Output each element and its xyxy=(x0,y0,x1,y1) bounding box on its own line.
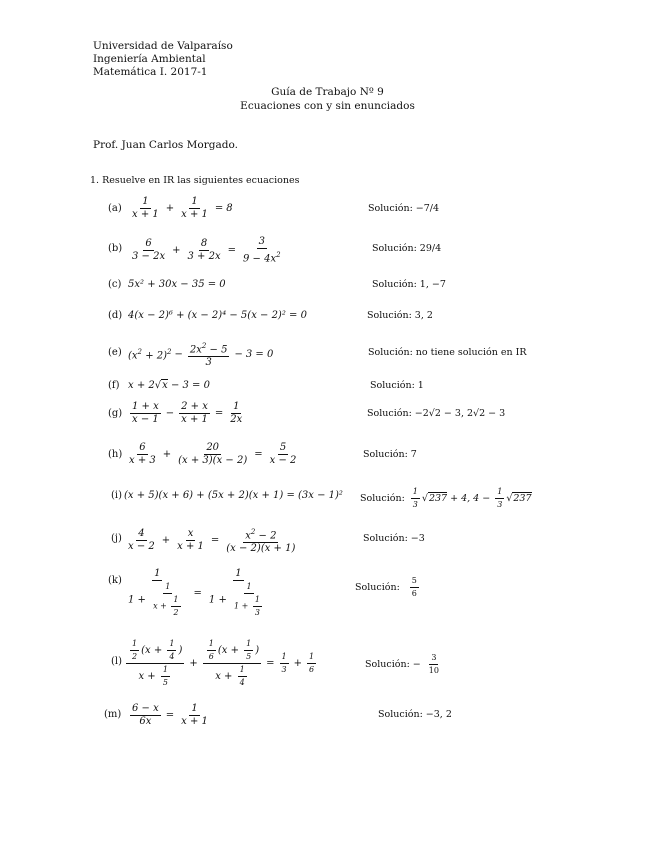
problem-label: (d) xyxy=(108,310,123,321)
equation: $\frac{6}{3 - 2x}$ + $\frac{8}{3 + 2x}$ = $\frac{3}{9 - 4x^2}$ xyxy=(132,236,281,265)
problem-label: (f) xyxy=(108,380,120,391)
problem-label: (b) xyxy=(108,243,123,254)
document-title xyxy=(0,85,655,113)
equation: (x + 5)(x + 6) + (5x + 2)(x + 1) = (3x − 1)² xyxy=(124,490,343,501)
solution: Solución: 7 xyxy=(363,449,417,460)
equation: $(x^2 + 2)^2$ − $\frac{2x^2 - 5}{3}$ − 3 = 0 xyxy=(128,342,274,369)
solution-label: Solución: xyxy=(360,493,405,504)
solution-value: $\frac{1}{3}$ √237 + 4, 4 − $\frac{1}{3}$ √237 xyxy=(412,487,532,509)
solution-value: $\frac{5}{6}$ xyxy=(411,576,417,598)
solution: Solución: −7/4 xyxy=(368,203,440,214)
problem-label: (a) xyxy=(108,203,122,214)
program-line: Ingeniería Ambiental xyxy=(93,53,206,65)
solution xyxy=(355,575,421,600)
solution-label: Solución: − xyxy=(365,659,421,670)
solution xyxy=(365,652,443,677)
problem-label: (l) xyxy=(111,656,123,667)
solution: Solución: no tiene solución en IR xyxy=(368,347,527,358)
equation: $\frac{1}{x + 1}$ + $\frac{1}{x + 1}$ = 8 xyxy=(132,196,233,220)
solution-value: $\frac{3}{10}$ xyxy=(428,653,439,675)
solution: Solución: 3, 2 xyxy=(367,310,433,321)
equation: $\frac{1}{2}$ (x + $\frac{1}{4}$ ) x + $\frac{1}{5}$ + $\frac{1}{6}$ (x + $\frac{1}{5}$ ) x + $\frac{1}{4}$ = $\frac{1}{3}$ + $\frac{1}{6}$ xyxy=(124,638,318,689)
solution xyxy=(360,486,532,511)
course-line: Matemática I. 2017-1 xyxy=(93,66,208,78)
equation: 4(x − 2)⁶ + (x − 2)⁴ − 5(x − 2)² = 0 xyxy=(128,310,307,321)
title-line-1: Guía de Trabajo Nº 9 xyxy=(271,86,384,98)
solution: Solución: 1, −7 xyxy=(372,279,446,290)
equation: 5x² + 30x − 35 = 0 xyxy=(128,279,226,290)
equation: $\frac{6}{x + 3}$ + $\frac{20}{(x + 3)(x - 2)}$ = $\frac{5}{x - 2}$ xyxy=(129,442,297,466)
problem-label: (k) xyxy=(108,575,122,586)
problem-label: (h) xyxy=(108,449,123,460)
equation: $\frac{6 - x}{6x}$ = $\frac{1}{x + 1}$ xyxy=(132,703,208,727)
professor-line: Prof. Juan Carlos Morgado. xyxy=(93,139,238,151)
title-line-2: Ecuaciones con y sin enunciados xyxy=(240,100,415,112)
solution: Solución: 29/4 xyxy=(372,243,442,254)
solution: Solución: −2√2 − 3, 2√2 − 3 xyxy=(367,408,506,419)
problem-label: (i) xyxy=(111,490,123,501)
solution: Solución: −3 xyxy=(363,533,425,544)
equation: x + 2√x − 3 = 0 xyxy=(128,380,210,391)
university-line: Universidad de Valparaíso xyxy=(93,40,233,52)
equation: $\frac{1 + x}{x - 1}$ − $\frac{2 + x}{x + 1}$ = $\frac{1}{2x}$ xyxy=(132,401,243,425)
header xyxy=(93,40,233,79)
problem-label: (m) xyxy=(104,709,122,720)
exercise-intro: 1. Resuelve en IR las siguientes ecuaciones xyxy=(90,175,300,186)
equation: 1 1 + 1 x + $\frac{1}{2}$ = 1 1 + 1 1 + $\frac{1}{3}$ xyxy=(128,568,260,617)
problem-label: (g) xyxy=(108,408,123,419)
solution: Solución: 1 xyxy=(370,380,424,391)
solution-label: Solución: xyxy=(355,582,400,593)
equation: $\frac{4}{x - 2}$ + $\frac{x}{x + 1}$ = $\frac{x^2 - 2}{(x - 2)(x + 1)}$ xyxy=(128,528,296,555)
solution: Solución: −3, 2 xyxy=(378,709,452,720)
problem-label: (c) xyxy=(108,279,122,290)
problem-label: (e) xyxy=(108,347,122,358)
problem-label: (j) xyxy=(111,533,122,544)
